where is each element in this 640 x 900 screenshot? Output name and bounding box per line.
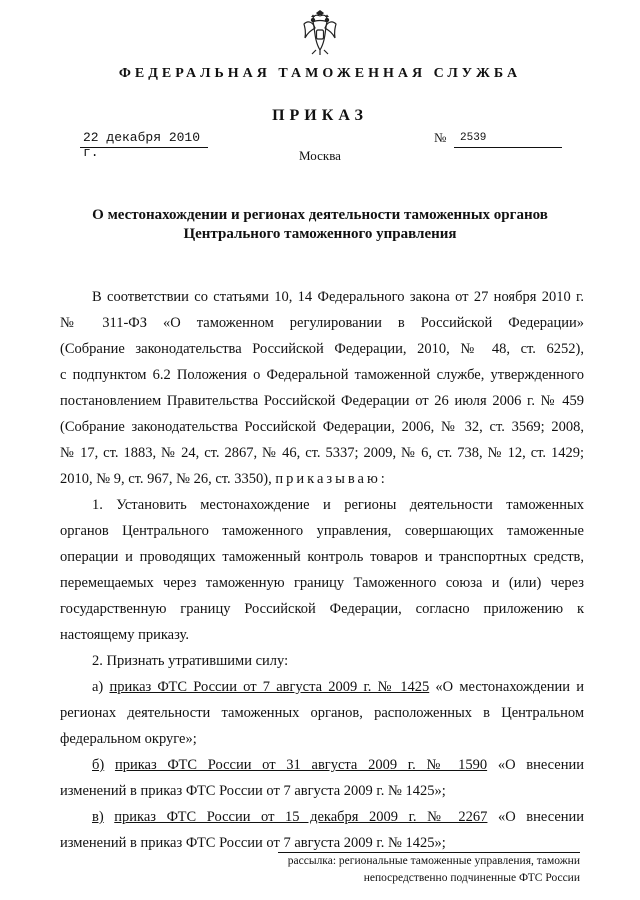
item1-line: органов Центрального таможенного управления, совершающих таможенные <box>60 523 584 539</box>
item1-line: операции и проводящих таможенный контроль товаров и транспортных средств, <box>60 549 584 565</box>
distribution-line-2: непосредственно подчиненные ФТС России <box>363 872 580 884</box>
item2-b-line-2: изменений в приказ ФТС России от 7 августа 2009 г. № 1425»; <box>60 783 446 799</box>
order-number: 2539 <box>460 132 487 144</box>
agency-name: ФЕДЕРАЛЬНАЯ ТАМОЖЕННАЯ СЛУЖБА <box>118 66 522 81</box>
distribution-line-1: рассылка: региональные таможенные управления, таможни <box>287 855 580 867</box>
number-label: № <box>434 130 447 145</box>
date-field <box>80 130 208 160</box>
repealed-order-reference-c[interactable]: приказ ФТС России от 15 декабря 2009 г. № 2267 <box>114 809 488 825</box>
document-type: ПРИКАЗ <box>272 107 368 124</box>
preamble-line: с подпунктом 6.2 Положения о Федеральной таможенной службе, утвержденного <box>60 367 584 383</box>
subject-line-2: Центрального таможенного управления <box>183 226 457 242</box>
item2-a-line-3: федеральном округе»; <box>60 731 197 747</box>
subject-line-1: О местонахождении и регионах деятельности таможенных органов <box>92 207 548 223</box>
preamble-last-line <box>60 469 584 489</box>
document-subject <box>60 206 580 244</box>
item2-heading: 2. Признать утратившими силу: <box>92 653 289 669</box>
item-letter-c: в) <box>92 809 104 825</box>
item-text-b: «О внесении <box>497 757 584 773</box>
russian-coat-of-arms-icon <box>300 10 340 56</box>
repealed-order-reference-a[interactable]: приказ ФТС России от 7 августа 2009 г. № 1425 <box>109 679 430 695</box>
preamble-line: № 17, ст. 1883, № 24, ст. 2867, № 46, ст. 5337; 2009, № 6, ст. 738, № 12, ст. 1429; <box>60 445 584 461</box>
preamble-line: В соответствии со статьями 10, 14 Федерального закона от 27 ноября 2010 г. <box>92 289 584 305</box>
item1-line: 1. Установить местонахождение и регионы деятельности таможенных <box>92 497 584 513</box>
item-letter-a: а) <box>92 679 104 695</box>
item2-a-line-2: регионах деятельности таможенных органов, расположенных в Центральном <box>60 705 584 721</box>
footer-divider <box>278 852 580 853</box>
item2-a-line-1 <box>92 677 584 697</box>
item2-c-line-1 <box>92 807 584 827</box>
preamble-line: (Собрание законодательства Российской Федерации, 2010, № 48, ст. 6252), <box>60 341 584 357</box>
order-date: 22 декабря 2010 г. <box>83 130 201 160</box>
number-field <box>454 130 562 148</box>
item2-b-line-1 <box>92 755 584 775</box>
preamble-line: (Собрание законодательства Российской Федерации, 2006, № 32, ст. 3569; 2008, <box>60 419 584 435</box>
item1-line: перемещаемых через таможенную границу Таможенного союза и (или) через <box>60 575 584 591</box>
item-text-c: «О внесении <box>498 809 585 825</box>
preamble-line: № 311-ФЗ «О таможенном регулировании в Российской Федерации» <box>60 315 584 331</box>
repealed-order-reference-b[interactable]: приказ ФТС России от 31 августа 2009 г. № 1590 <box>114 757 488 773</box>
item2-c-line-2: изменений в приказ ФТС России от 7 августа 2009 г. № 1425»; <box>60 835 446 851</box>
item-letter-b: б) <box>92 757 105 773</box>
city: Москва <box>299 148 341 163</box>
item-text-a: «О местонахождении и <box>435 679 584 695</box>
preamble-line: 2010, № 9, ст. 967, № 26, ст. 3350), <box>60 471 272 487</box>
item1-line: настоящему приказу. <box>60 627 189 643</box>
preamble-line: постановлением Правительства Российской Федерации от 26 июля 2006 г. № 459 <box>60 393 584 409</box>
item1-line: государственную границу Российской Федерации, согласно приложению к <box>60 601 584 617</box>
order-word: приказываю: <box>275 471 388 487</box>
